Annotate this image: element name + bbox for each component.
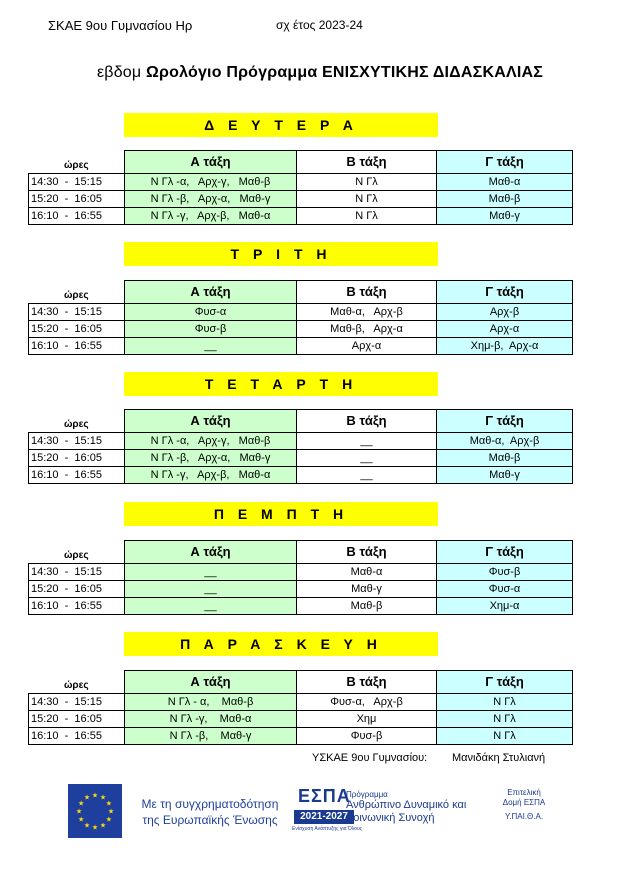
day-table [28, 150, 573, 225]
eu-star-icon: ★ [91, 824, 99, 832]
day-header: Δ Ε Υ Τ Ε Ρ Α [124, 113, 438, 137]
signature-role: ΥΣΚΑΕ 9ου Γυμνασίου: [312, 752, 428, 764]
class-b-cell: Μαθ-α, Αρχ-β [297, 304, 437, 321]
class-a-cell: __ [125, 564, 297, 581]
table-row [29, 450, 573, 467]
day-table [28, 409, 573, 484]
class-a-cell: __ [125, 338, 297, 355]
class-g-header: Γ τάξη [437, 410, 573, 433]
class-g-header: Γ τάξη [437, 671, 573, 694]
class-b-cell: Φυσ-β [297, 728, 437, 745]
table-row [29, 321, 573, 338]
hours-header: ώρες [29, 410, 125, 433]
class-a-cell: Ν Γλ -α, Αρχ-γ, Μαθ-β [125, 174, 297, 191]
eu-star-icon: ★ [78, 816, 85, 824]
eu-funding-text [130, 796, 290, 828]
class-a-cell: Ν Γλ -β, Αρχ-α, Μαθ-γ [125, 450, 297, 467]
class-b-header: Β τάξη [297, 151, 437, 174]
authority-org: Υ.ΠΑΙ.Θ.Α. [504, 812, 544, 821]
time-cell: 15:20 - 16:05 [29, 581, 125, 598]
table-row [29, 191, 573, 208]
day-table [28, 280, 573, 355]
class-b-cell: Μαθ-α [297, 564, 437, 581]
espa-word: ΕΣΠΑ [298, 786, 351, 806]
time-cell: 16:10 - 16:55 [29, 338, 125, 355]
eu-star-icon: ★ [78, 800, 85, 808]
class-a-cell: __ [125, 581, 297, 598]
time-cell: 16:10 - 16:55 [29, 598, 125, 615]
time-cell: 15:20 - 16:05 [29, 191, 125, 208]
hours-header: ώρες [29, 151, 125, 174]
class-g-cell: Χημ-α [437, 598, 573, 615]
title-prefix: εβδομ [96, 64, 142, 81]
class-g-cell: Μαθ-β [437, 191, 573, 208]
table-row [29, 694, 573, 711]
time-cell: 16:10 - 16:55 [29, 467, 125, 484]
day-table [28, 670, 573, 745]
program-line1: Ανθρώπινο Δυναμικό και [346, 799, 467, 811]
class-a-cell: Ν Γλ -γ, Μαθ-α [125, 711, 297, 728]
class-g-cell: Χημ-β, Αρχ-α [437, 338, 573, 355]
table-row [29, 304, 573, 321]
signature-name: Μανιδάκη Στυλιανή [452, 752, 546, 764]
table-row [29, 564, 573, 581]
class-g-header: Γ τάξη [437, 151, 573, 174]
class-b-cell: Μαθ-β [297, 598, 437, 615]
program-line2: Κοινωνική Συνοχή [346, 812, 435, 824]
class-g-cell: Φυσ-α [437, 581, 573, 598]
time-cell: 16:10 - 16:55 [29, 728, 125, 745]
espa-slogan: Ενίσχυση Ανάπτυξης για Όλους [292, 826, 363, 832]
table-row [29, 598, 573, 615]
day-header: Π Α Ρ Α Σ Κ Ε Υ Η [124, 632, 438, 656]
table-row [29, 433, 573, 450]
eu-star-icon: ★ [91, 792, 99, 800]
class-g-cell: Ν Γλ [437, 728, 573, 745]
day-header: Π Ε Μ Π Τ Η [124, 502, 438, 526]
table-header-row [29, 671, 573, 694]
class-b-header: Β τάξη [297, 541, 437, 564]
class-b-cell: Χημ [297, 711, 437, 728]
eu-text-line1: Με τη συγχρηματοδότηση [141, 797, 279, 811]
time-cell: 15:20 - 16:05 [29, 450, 125, 467]
eu-star-icon: ★ [99, 794, 107, 802]
table-row [29, 728, 573, 745]
table-header-row [29, 281, 573, 304]
eu-text-line2: της Ευρωπαϊκής Ένωσης [142, 813, 278, 827]
class-g-cell: Μαθ-α [437, 174, 573, 191]
time-cell: 16:10 - 16:55 [29, 208, 125, 225]
table-row [29, 467, 573, 484]
class-a-header: Α τάξη [125, 281, 297, 304]
class-b-cell: __ [297, 467, 437, 484]
time-cell: 15:20 - 16:05 [29, 321, 125, 338]
table-row [29, 174, 573, 191]
program-label: Πρόγραμμα [346, 790, 388, 799]
time-cell: 14:30 - 15:15 [29, 174, 125, 191]
class-b-cell: Μαθ-β, Αρχ-α [297, 321, 437, 338]
class-g-cell: Αρχ-β [437, 304, 573, 321]
class-b-cell: Ν Γλ [297, 191, 437, 208]
eu-star-icon: ★ [105, 816, 112, 824]
table-row [29, 711, 573, 728]
program-logo [346, 790, 476, 825]
eu-star-icon: ★ [105, 800, 112, 808]
class-b-cell: Ν Γλ [297, 174, 437, 191]
time-cell: 15:20 - 16:05 [29, 711, 125, 728]
title-main: Ωρολόγιο Πρόγραμμα ΕΝΙΣΧΥΤΙΚΗΣ ΔΙΔΑΣΚΑΛΙΑΣ [145, 64, 544, 81]
authority-line2: Δομή ΕΣΠΑ [502, 798, 546, 807]
class-g-cell: Ν Γλ [437, 694, 573, 711]
hours-header: ώρες [29, 281, 125, 304]
class-b-cell: __ [297, 450, 437, 467]
class-a-cell: Φυσ-α [125, 304, 297, 321]
authority-line1: Επιτελική [507, 788, 541, 797]
class-g-cell: Μαθ-β [437, 450, 573, 467]
eu-star-icon: ★ [99, 822, 107, 830]
day-header: Τ Ρ Ι Τ Η [124, 242, 438, 266]
class-g-cell: Μαθ-α, Αρχ-β [437, 433, 573, 450]
page-title [0, 64, 640, 82]
school-name: ΣΚΑΕ 9ου Γυμνασίου Ηρ [48, 18, 193, 33]
class-g-cell: Ν Γλ [437, 711, 573, 728]
class-a-cell: Ν Γλ -β, Μαθ-γ [125, 728, 297, 745]
table-header-row [29, 410, 573, 433]
time-cell: 14:30 - 15:15 [29, 694, 125, 711]
class-a-cell: Ν Γλ -γ, Αρχ-β, Μαθ-α [125, 467, 297, 484]
table-row [29, 581, 573, 598]
table-row [29, 338, 573, 355]
eu-star-icon: ★ [83, 822, 91, 830]
class-b-cell: __ [297, 433, 437, 450]
class-a-cell: Ν Γλ - α, Μαθ-β [125, 694, 297, 711]
class-a-cell: __ [125, 598, 297, 615]
class-g-cell: Φυσ-β [437, 564, 573, 581]
class-a-cell: Ν Γλ -γ, Αρχ-β, Μαθ-α [125, 208, 297, 225]
class-g-cell: Μαθ-γ [437, 467, 573, 484]
class-a-header: Α τάξη [125, 541, 297, 564]
school-year: σχ έτος 2023-24 [276, 18, 363, 32]
eu-star-icon: ★ [75, 808, 83, 816]
class-a-cell: Ν Γλ -α, Αρχ-γ, Μαθ-β [125, 433, 297, 450]
time-cell: 14:30 - 15:15 [29, 304, 125, 321]
class-b-header: Β τάξη [297, 671, 437, 694]
hours-header: ώρες [29, 671, 125, 694]
hours-header: ώρες [29, 541, 125, 564]
class-g-header: Γ τάξη [437, 541, 573, 564]
class-g-header: Γ τάξη [437, 281, 573, 304]
class-a-cell: Ν Γλ -β, Αρχ-α, Μαθ-γ [125, 191, 297, 208]
table-header-row [29, 151, 573, 174]
class-a-header: Α τάξη [125, 151, 297, 174]
class-b-cell: Μαθ-γ [297, 581, 437, 598]
funding-logos [68, 784, 568, 840]
espa-years: 2021-2027 [294, 810, 354, 824]
day-header: Τ Ε Τ Α Ρ Τ Η [124, 372, 438, 396]
authority-logo [484, 788, 564, 821]
time-cell: 14:30 - 15:15 [29, 564, 125, 581]
eu-star-icon: ★ [107, 808, 115, 816]
class-g-cell: Μαθ-γ [437, 208, 573, 225]
class-b-header: Β τάξη [297, 410, 437, 433]
class-b-header: Β τάξη [297, 281, 437, 304]
table-header-row [29, 541, 573, 564]
class-a-header: Α τάξη [125, 410, 297, 433]
class-g-cell: Αρχ-α [437, 321, 573, 338]
day-table [28, 540, 573, 615]
class-a-cell: Φυσ-β [125, 321, 297, 338]
eu-star-icon: ★ [83, 794, 91, 802]
eu-flag-icon [68, 784, 122, 838]
class-b-cell: Αρχ-α [297, 338, 437, 355]
time-cell: 14:30 - 15:15 [29, 433, 125, 450]
class-a-header: Α τάξη [125, 671, 297, 694]
table-row [29, 208, 573, 225]
class-b-cell: Ν Γλ [297, 208, 437, 225]
class-b-cell: Φυσ-α, Αρχ-β [297, 694, 437, 711]
